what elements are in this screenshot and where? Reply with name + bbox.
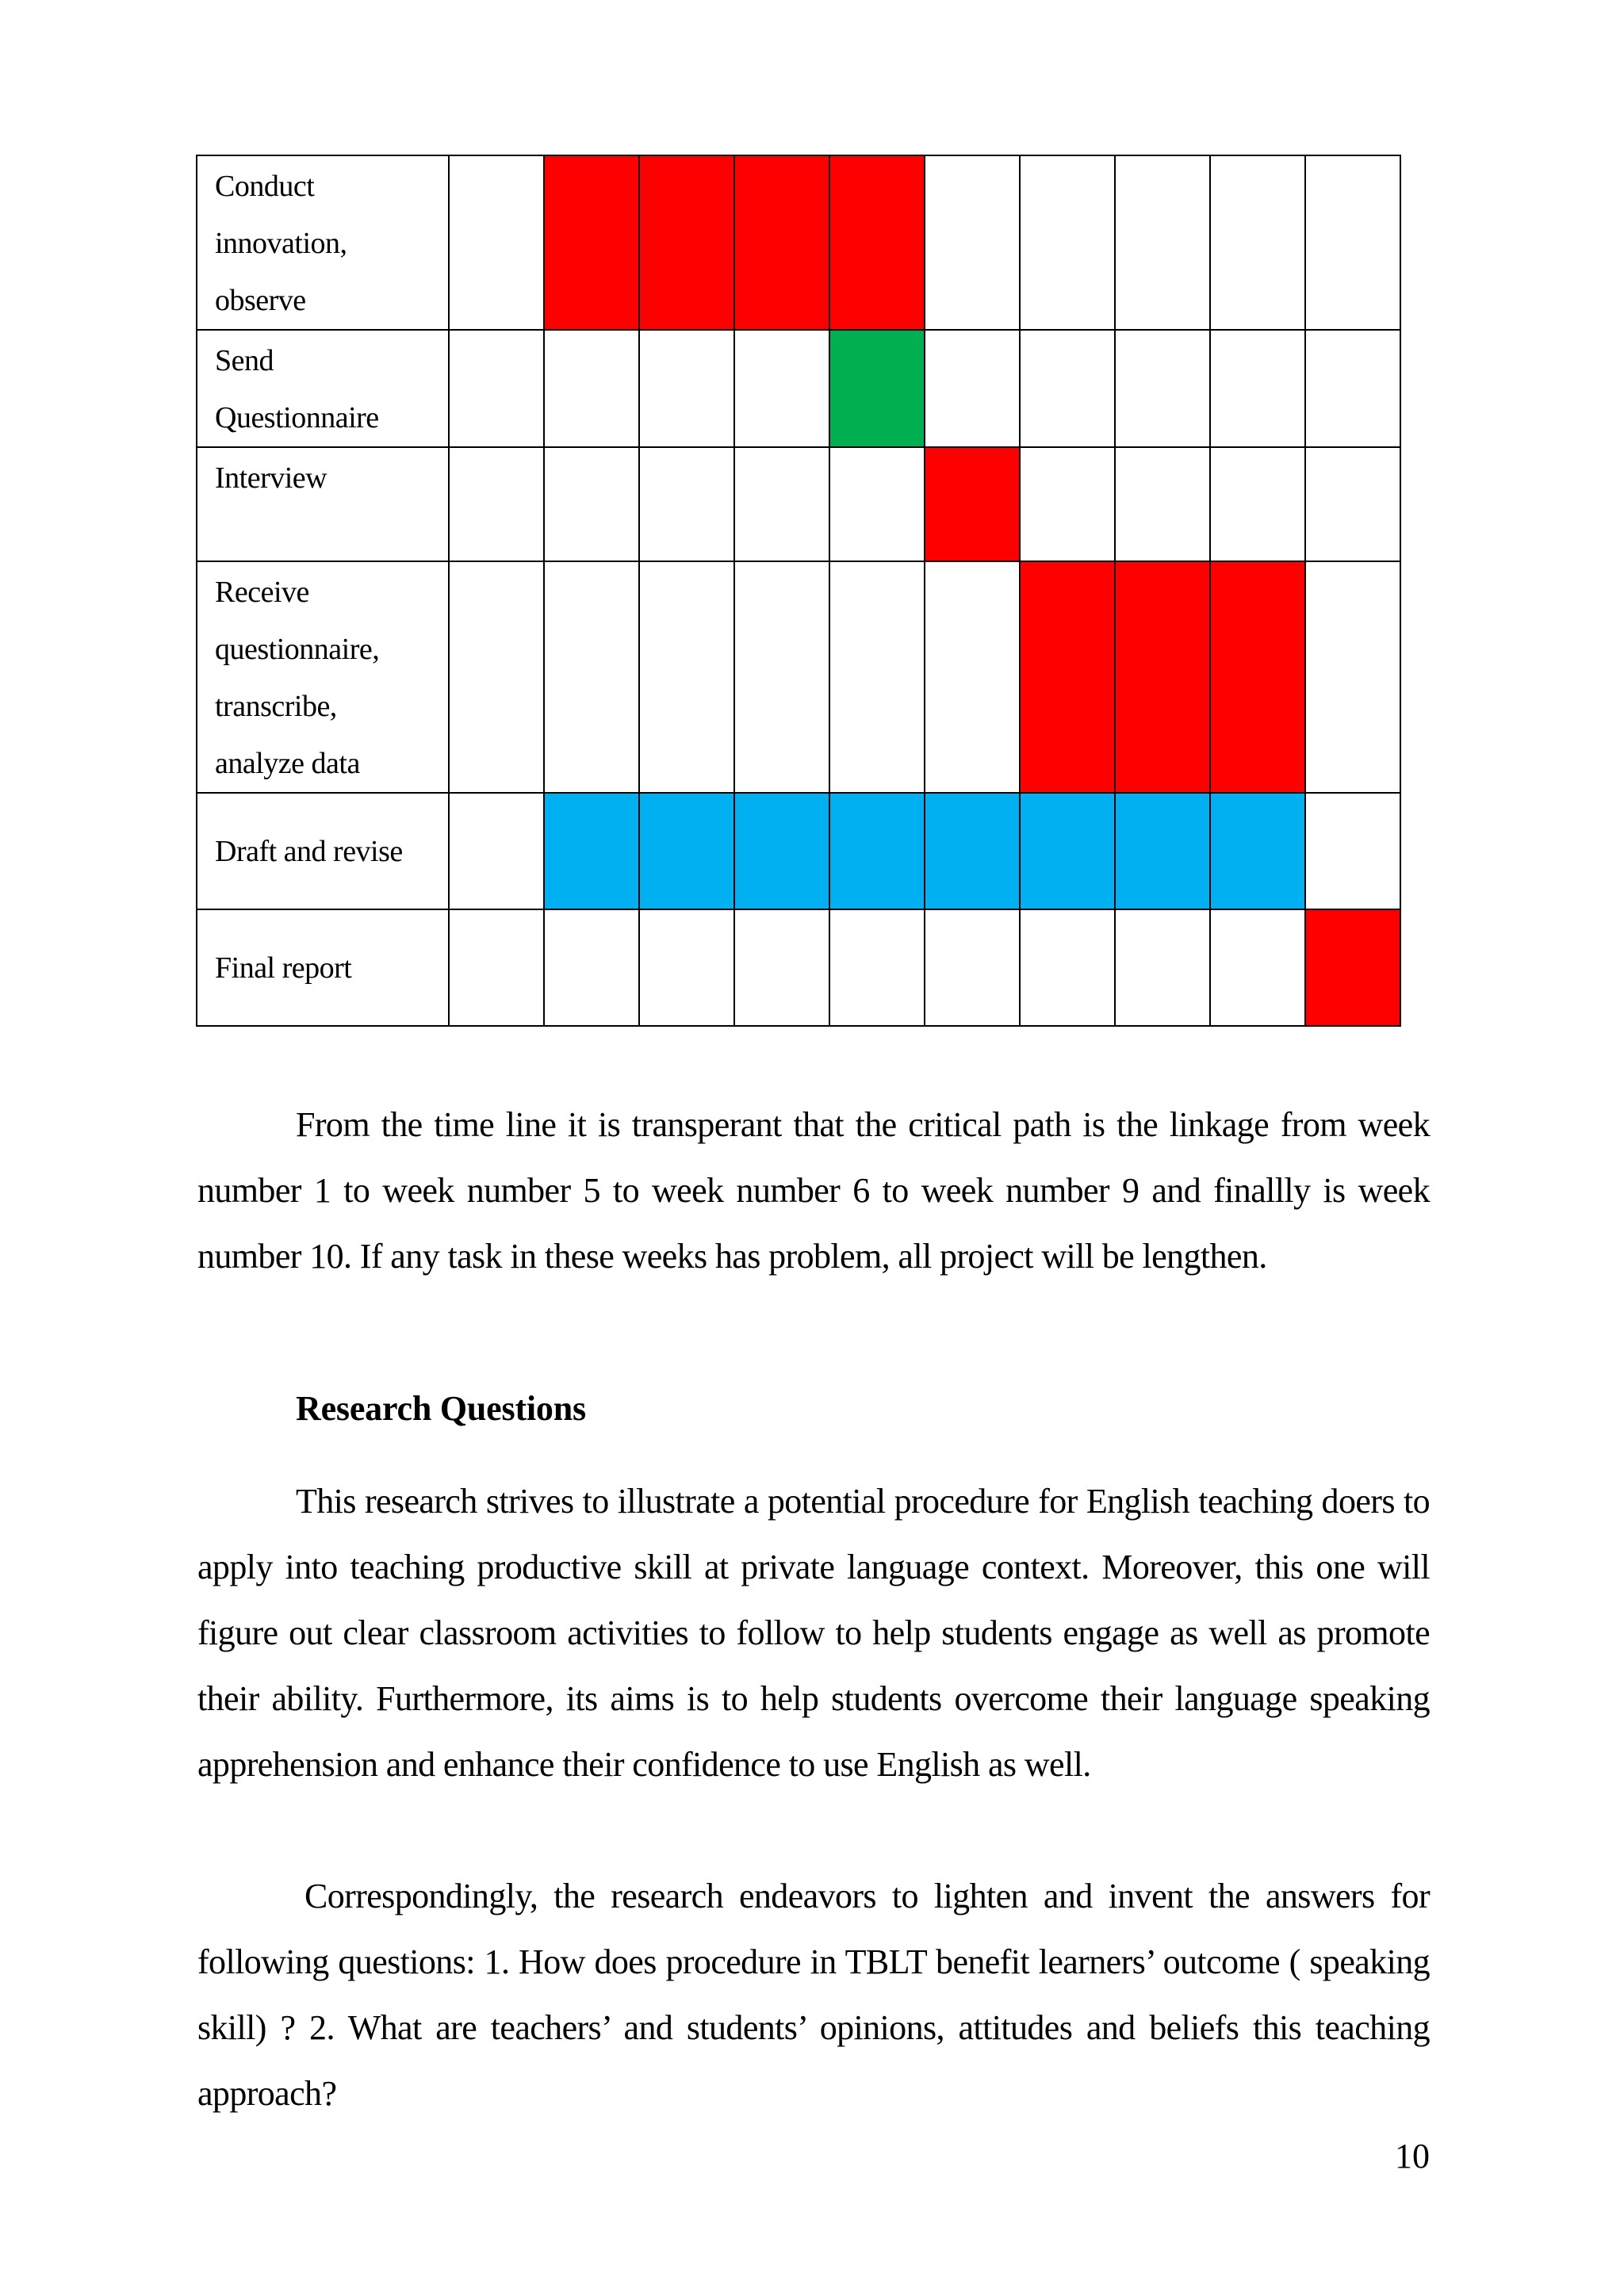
task-label-cell	[197, 561, 449, 793]
critical-path-paragraph: From the time line it is transperant that the critical path is the linkage from week number 1 to week number 5 to week number 6 to week number 9 and finallly is week number 10. If any task in these weeks has problem, all project will be lengthen.	[197, 1105, 1430, 1276]
gantt-row	[197, 330, 1400, 447]
gantt-row	[197, 447, 1400, 561]
week-4-cell	[734, 447, 829, 561]
week-2-cell	[544, 909, 639, 1026]
week-4-cell	[734, 561, 829, 793]
week-7-cell	[1020, 909, 1115, 1026]
week-2-cell	[544, 330, 639, 447]
task-label-cell	[197, 447, 449, 561]
week-7-cell	[1020, 447, 1115, 561]
week-10-cell	[1305, 561, 1400, 793]
week-3-cell	[639, 330, 734, 447]
week-7-cell	[1020, 561, 1115, 793]
week-8-cell	[1115, 447, 1210, 561]
week-6-cell	[925, 447, 1020, 561]
week-10-cell	[1305, 793, 1400, 909]
week-8-cell	[1115, 793, 1210, 909]
week-4-cell	[734, 909, 829, 1026]
gantt-row	[197, 793, 1400, 909]
gantt-row	[197, 909, 1400, 1026]
week-1-cell	[449, 909, 544, 1026]
week-7-cell	[1020, 330, 1115, 447]
week-8-cell	[1115, 330, 1210, 447]
week-9-cell	[1210, 155, 1305, 330]
task-label: Draft and revise	[215, 834, 403, 868]
week-9-cell	[1210, 447, 1305, 561]
week-1-cell	[449, 793, 544, 909]
week-6-cell	[925, 330, 1020, 447]
task-label-cell	[197, 793, 449, 909]
week-3-cell	[639, 561, 734, 793]
week-5-cell	[829, 155, 925, 330]
task-label: Final report	[215, 951, 352, 985]
week-1-cell	[449, 447, 544, 561]
week-4-cell	[734, 155, 829, 330]
section-heading: Research Questions	[296, 1389, 586, 1428]
week-5-cell	[829, 447, 925, 561]
week-2-cell	[544, 793, 639, 909]
week-10-cell	[1305, 909, 1400, 1026]
week-10-cell	[1305, 155, 1400, 330]
week-2-cell	[544, 155, 639, 330]
task-label-cell	[197, 330, 449, 447]
week-6-cell	[925, 561, 1020, 793]
task-label-cell	[197, 155, 449, 330]
week-5-cell	[829, 909, 925, 1026]
week-9-cell	[1210, 909, 1305, 1026]
gantt-row	[197, 155, 1400, 330]
week-8-cell	[1115, 561, 1210, 793]
task-label: Send Questionnaire	[215, 344, 379, 434]
task-label-cell	[197, 909, 449, 1026]
week-3-cell	[639, 447, 734, 561]
week-10-cell	[1305, 447, 1400, 561]
timeline-gantt-table	[196, 155, 1401, 1027]
research-purpose-paragraph: This research strives to illustrate a potential procedure for English teaching doers to apply into teaching productive skill at private language context. Moreover, this one will figure out clear classroom activities to follow to help students engage as well as promote their ability. Furthermore, its aims is to help students overcome their language speaking apprehension and enhance their confidence to use English as well.	[197, 1482, 1430, 1784]
week-1-cell	[449, 330, 544, 447]
week-9-cell	[1210, 330, 1305, 447]
week-9-cell	[1210, 561, 1305, 793]
week-6-cell	[925, 909, 1020, 1026]
week-7-cell	[1020, 793, 1115, 909]
week-2-cell	[544, 561, 639, 793]
page-number: 10	[1395, 2137, 1430, 2175]
week-8-cell	[1115, 909, 1210, 1026]
task-label: Receive questionnaire, transcribe, analyze data	[215, 576, 380, 780]
week-5-cell	[829, 793, 925, 909]
week-4-cell	[734, 793, 829, 909]
week-3-cell	[639, 155, 734, 330]
research-questions-paragraph: Correspondingly, the research endeavors to lighten and invent the answers for following questions: 1. How does procedure in TBLT benefit learners’ outcome ( speaking skill) ? 2. What are teachers’ and students’ opinions, attitudes and beliefs this teaching approach?	[197, 1877, 1430, 2113]
gantt-row	[197, 561, 1400, 793]
week-2-cell	[544, 447, 639, 561]
week-9-cell	[1210, 793, 1305, 909]
week-7-cell	[1020, 155, 1115, 330]
week-8-cell	[1115, 155, 1210, 330]
task-label: Interview	[215, 461, 327, 495]
week-10-cell	[1305, 330, 1400, 447]
week-4-cell	[734, 330, 829, 447]
week-6-cell	[925, 793, 1020, 909]
week-3-cell	[639, 793, 734, 909]
week-3-cell	[639, 909, 734, 1026]
week-1-cell	[449, 155, 544, 330]
week-5-cell	[829, 330, 925, 447]
task-label: Conduct innovation, observe	[215, 170, 347, 317]
week-6-cell	[925, 155, 1020, 330]
week-5-cell	[829, 561, 925, 793]
week-1-cell	[449, 561, 544, 793]
